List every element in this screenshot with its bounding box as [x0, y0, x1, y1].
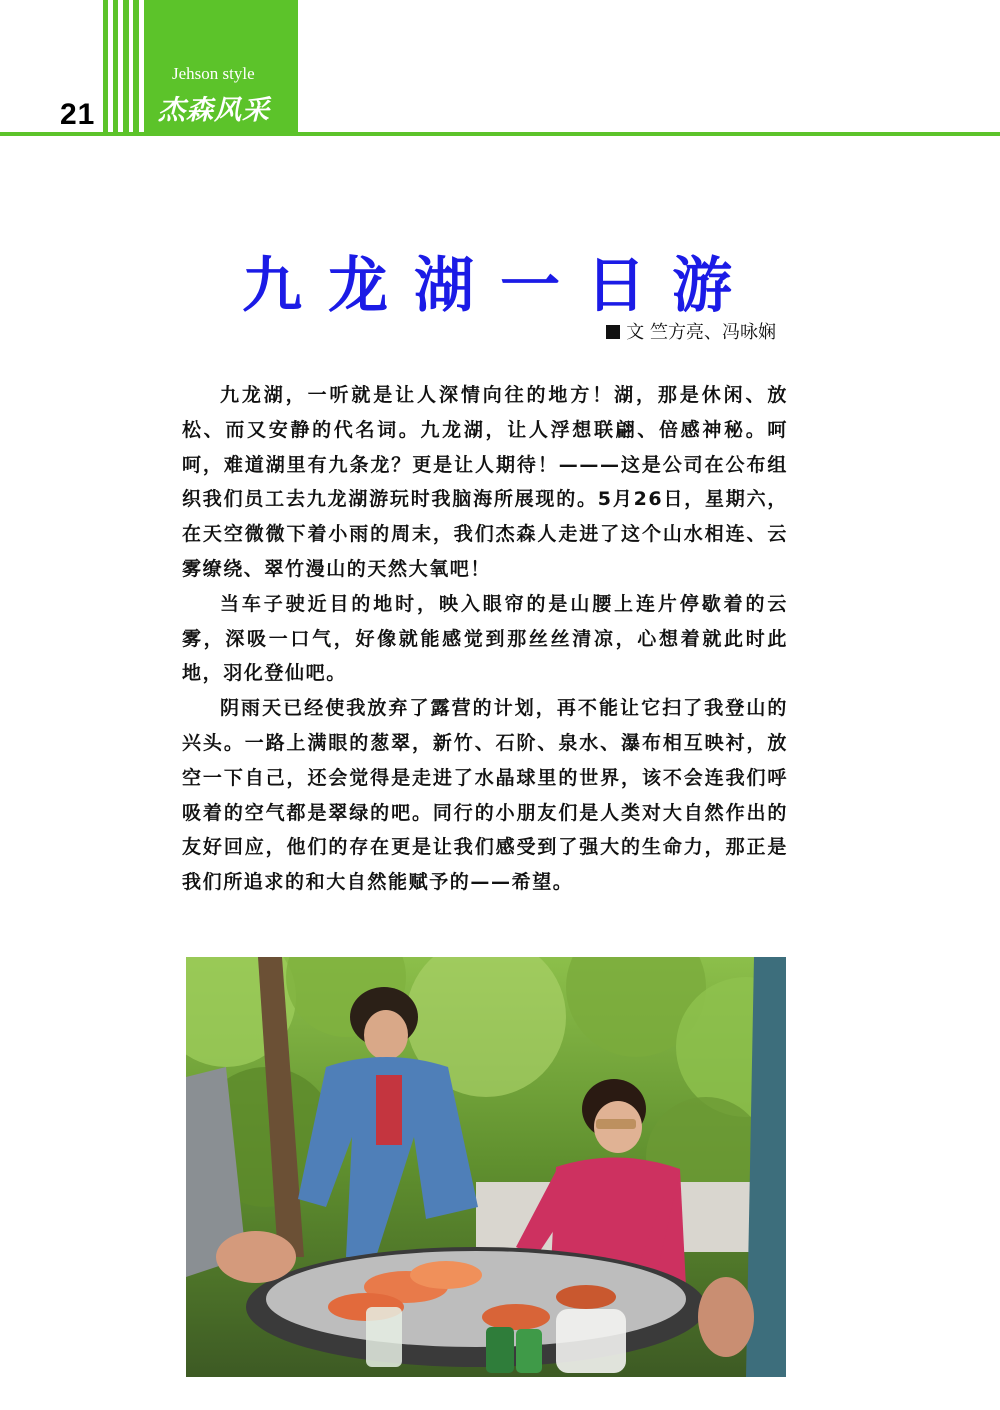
header-stripe: [113, 0, 118, 134]
paragraph: 阴雨天已经使我放弃了露营的计划，再不能让它扫了我登山的兴头。一路上满眼的葱翠，新竹、石阶、泉水、瀑布相互映衬，放空一下自己，还会觉得是走进了水晶球里的世界，该不会连我们呼吸着的空气都是翠绿的吧。同行的小朋友们是人类对大自然作出的友好回应，他们的存在更是让我们感受到了强大的生命力，那正是我们所追求的和大自然能赋予的——希望。: [182, 697, 788, 894]
header-stripe: [103, 0, 108, 134]
paragraph: 当车子驶近目的地时，映入眼帘的是山腰上连片停歇着的云雾，深吸一口气，好像就能感觉到那丝丝清凉，心想着就此时此地，羽化登仙吧。: [182, 592, 788, 685]
header-stripe: [133, 0, 139, 134]
header-stripe: [123, 0, 129, 134]
barbecue-scene-image: [186, 957, 786, 1377]
paragraph: 九龙湖，一听就是让人深情向往的地方！湖，那是休闲、放松、而又安静的代名词。九龙湖，让人浮想联翩、倍感神秘。呵呵，难道湖里有九条龙？更是让人期待！———这是公司在公布组织我们员工去九龙湖游玩时我脑海所展现的。5月26日，星期六，在天空微微下着小雨的周末，我们杰森人走进了这个山水相连、云雾缭绕、翠竹漫山的天然大氧吧！: [182, 384, 788, 580]
page-number: 21: [60, 98, 96, 131]
byline-text: 文 竺方亮、冯咏娴: [626, 322, 776, 343]
article-body: [182, 378, 788, 900]
bullet-square-icon: [606, 325, 620, 339]
brand-english: Jehson style: [172, 64, 255, 83]
article-title: 九龙湖一日游: [242, 251, 758, 321]
byline: [606, 318, 776, 344]
barbecue-photo: [186, 957, 786, 1377]
brand-chinese: 杰森风采: [158, 95, 270, 126]
